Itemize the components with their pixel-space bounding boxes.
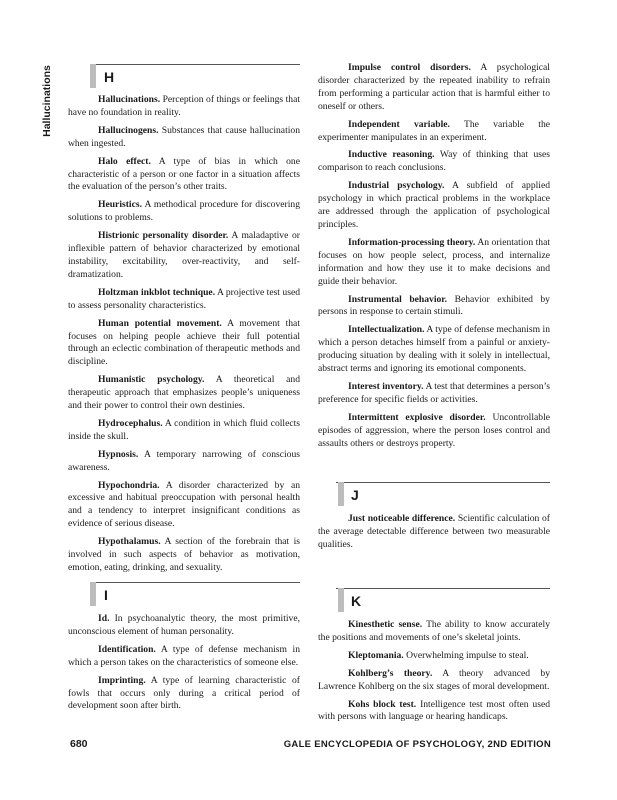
entry <box>68 318 300 370</box>
page-number: 680 <box>70 738 88 750</box>
entry-term: Histrionic personality disorder. <box>98 230 229 242</box>
section-h-header <box>68 64 300 90</box>
running-head-text: Hallucinations <box>41 65 53 137</box>
section-letter-h: H <box>104 69 115 85</box>
entry <box>68 94 300 120</box>
entry-term: Kleptomania. <box>348 649 404 661</box>
entry-term: Hypnosis. <box>98 448 139 460</box>
section-marker <box>338 482 344 506</box>
entry-term: Id. <box>98 613 110 624</box>
entry-definition: A psychological disorder characterized by the repeated inability to refrain from performing a particular action that is harmful either to oneself or others. <box>318 62 550 112</box>
entry <box>318 513 550 552</box>
entry <box>318 619 550 645</box>
entry <box>68 480 300 532</box>
section-rule <box>336 588 550 589</box>
entry-term: Interest inventory. <box>348 380 424 392</box>
section-letter-k: K <box>351 593 362 609</box>
entry-definition: A type of bias in which one characteristic of a person or one factor in a situation affects the evaluation of the person’s other traits. <box>68 155 300 193</box>
entry <box>68 418 300 444</box>
running-head <box>40 62 54 142</box>
entry-term: Just noticeable difference. <box>348 513 456 524</box>
entry <box>68 449 300 475</box>
entry-term: Hallucinations. <box>98 94 161 105</box>
entry <box>68 613 300 639</box>
entry-definition: A movement that focuses on helping people achieve their full potential through an eclectic combination of therapeutic methods and discipline. <box>68 317 300 368</box>
entry-definition: Intelligence test most often used with persons with language or hearing handicaps. <box>318 698 551 723</box>
entry-term: Identification. <box>98 643 156 655</box>
entry <box>318 294 550 320</box>
entry-term: Hydrocephalus. <box>98 417 163 429</box>
entry <box>68 230 300 282</box>
section-marker <box>90 582 96 606</box>
entry-definition: Way of thinking that uses comparison to reach conclusions. <box>318 149 550 174</box>
section-marker <box>90 64 96 88</box>
section-rule <box>336 482 550 483</box>
entry-term: Industrial psychology. <box>348 180 445 192</box>
entry-definition: Scientific calculation of the average detectable difference between two measurable qualities. <box>318 513 550 550</box>
entry-term: Humanistic psychology. <box>98 374 205 386</box>
entry-term: Intellectualization. <box>348 324 425 336</box>
entry-term: Independent variable. <box>348 118 450 130</box>
section-i-entries <box>68 613 300 718</box>
entry <box>318 668 550 694</box>
entry-term: Impulse control disorders. <box>348 62 471 73</box>
entry <box>318 237 550 289</box>
entry-definition: A type of defense mechanism in which a person takes on the characteristics of someone else. <box>68 643 300 668</box>
section-letter-i: I <box>104 587 108 603</box>
entry <box>68 536 300 575</box>
entry-definition: Behavior exhibited by persons in response to certain stimuli. <box>318 293 550 318</box>
entry-definition: A methodical procedure for discovering solutions to problems. <box>68 199 300 224</box>
entry-definition: Uncontrollable episodes of aggression, where the person loses control and assaults others or destroys property. <box>318 411 550 449</box>
entry-term: Human potential movement. <box>98 317 222 329</box>
section-rule <box>92 64 300 65</box>
entry-term: Kohs block test. <box>348 698 417 710</box>
entry-term: Imprinting. <box>98 674 146 686</box>
entry-definition: A type of learning characteristic of fowls that occurs only during a critical period of development soon after birth. <box>68 674 300 712</box>
entry <box>318 650 550 663</box>
entry-term: Halo effect. <box>98 155 151 167</box>
entry-definition: The ability to know accurately the positions and movements of one’s skeletal joints. <box>318 619 550 643</box>
section-k-header <box>318 588 550 614</box>
entry <box>318 180 550 232</box>
section-rule <box>92 582 300 583</box>
entry-term: Hypochondria. <box>98 479 160 491</box>
entry <box>318 699 550 725</box>
entry-definition: A maladaptive or inflexible pattern of behavior characterized by emotional instability, excitability, over-reactivity, and self-dramatization. <box>68 230 300 280</box>
entry-term: Hypothalamus. <box>98 536 161 548</box>
section-i-header <box>68 582 300 608</box>
entry-term: Inductive reasoning. <box>348 149 435 161</box>
entry-definition: Substances that cause hallucination when ingested. <box>68 124 300 149</box>
entry-definition: A type of defense mechanism in which a person detaches himself from a painful or anxiety-producing situation by dealing with it solely in intellectual, abstract terms and ignoring its emotional components. <box>318 324 550 375</box>
entry-term: Information-processing theory. <box>348 236 476 248</box>
entry-definition: A test that determines a person’s preference for specific fields or activities. <box>318 380 550 405</box>
entry-definition: A condition in which fluid collects inside the skull. <box>68 417 300 442</box>
entry <box>68 125 300 151</box>
entry <box>68 675 300 714</box>
entry-definition: A temporary narrowing of conscious awareness. <box>68 448 300 473</box>
entry-definition: Overwhelming impulse to steal. <box>406 649 529 661</box>
entry <box>318 412 550 451</box>
entry-definition: The variable the experimenter manipulates in an experiment. <box>318 118 550 143</box>
entry-definition: In psychoanalytic theory, the most primitive, unconscious element of human personality. <box>68 613 300 637</box>
entry-term: Kohlberg’s theory. <box>348 667 433 679</box>
entry-definition: A projective test used to assess personality characteristics. <box>68 286 300 311</box>
entry-definition: A disorder characterized by an excessive and habitual preoccupation with personal health and a tendency to interpret insignificant conditions as evidence of serious disease. <box>68 479 300 530</box>
book-title: GALE ENCYCLOPEDIA OF PSYCHOLOGY, 2ND EDITION <box>283 739 551 750</box>
section-letter-j: J <box>351 487 359 503</box>
entry <box>68 374 300 413</box>
entry-term: Kinesthetic sense. <box>348 619 423 630</box>
entry-term: Instrumental behavior. <box>348 293 448 305</box>
entry <box>68 199 300 225</box>
entry <box>68 287 300 313</box>
entry-definition: A subfield of applied psychology in which practical problems in the workplace are addressed through the application of psychological principles. <box>318 180 550 230</box>
entry-term: Intermittent explosive disorder. <box>348 411 486 423</box>
entry-term: Holtzman inkblot technique. <box>98 286 216 298</box>
entry <box>318 381 550 407</box>
entry <box>318 324 550 376</box>
section-h-entries <box>68 94 300 580</box>
entry-definition: A theoretical and therapeutic approach that emphasizes people’s uniqueness and their power to control their own destinies. <box>68 374 300 412</box>
entry-term: Heuristics. <box>98 199 142 211</box>
entry-definition: Perception of things or feelings that have no foundation in reality. <box>68 94 300 118</box>
section-continued-entries <box>318 62 550 455</box>
section-j-header <box>318 482 550 508</box>
entry <box>68 644 300 670</box>
entry-term: Hallucinogens. <box>98 124 159 136</box>
entry <box>68 156 300 195</box>
entry-definition: A section of the forebrain that is involved in such aspects of behavior as motivation, emotion, eating, drinking, and sexuality. <box>68 536 300 573</box>
entry-definition: A theory advanced by Lawrence Kohlberg on the six stages of moral development. <box>318 667 551 692</box>
section-marker <box>338 588 344 612</box>
section-j-entries <box>318 513 550 557</box>
section-k-entries <box>318 619 550 729</box>
entry <box>318 149 550 175</box>
entry <box>318 119 550 145</box>
entry-definition: An orientation that focuses on how people select, process, and internalize information and how they use it to make decisions and guide their behavior. <box>318 236 551 287</box>
entry <box>318 62 550 114</box>
